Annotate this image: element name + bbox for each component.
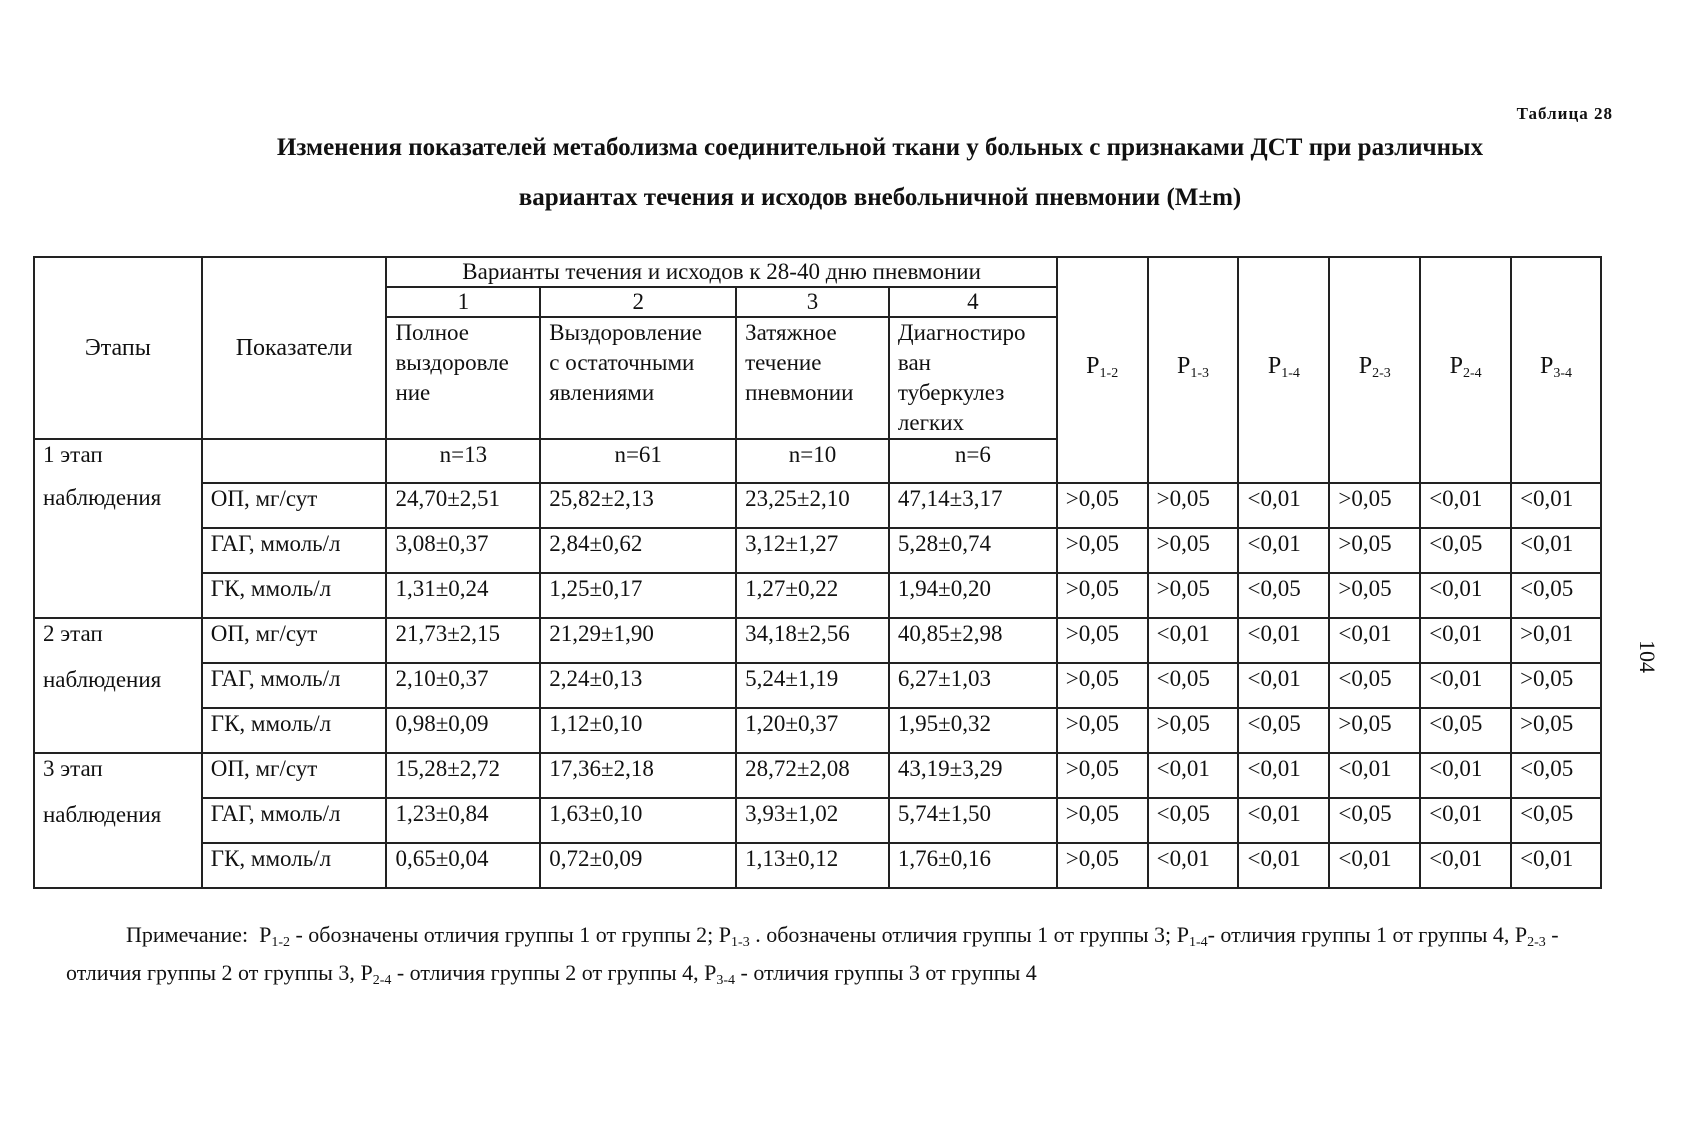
value-cell: 3,08±0,37 bbox=[386, 528, 540, 573]
value-cell: 1,31±0,24 bbox=[386, 573, 540, 618]
header-p-2-3: $P_{2-3}$ bbox=[1329, 257, 1420, 483]
group-number: 2 bbox=[540, 287, 736, 317]
p-cell: <0,01 bbox=[1420, 618, 1511, 663]
header-indicators: Показатели bbox=[202, 257, 387, 439]
data-table bbox=[33, 256, 1602, 889]
p-cell: <0,01 bbox=[1238, 663, 1329, 708]
p-cell: <0,01 bbox=[1148, 843, 1239, 888]
p-cell: <0,05 bbox=[1420, 528, 1511, 573]
indicator-cell: ГК, ммоль/л bbox=[202, 843, 387, 888]
p-cell: <0,01 bbox=[1420, 798, 1511, 843]
value-cell: 5,24±1,19 bbox=[736, 663, 889, 708]
p-cell: <0,01 bbox=[1420, 753, 1511, 798]
group-n: n=61 bbox=[540, 439, 736, 483]
p-cell: >0,05 bbox=[1057, 573, 1148, 618]
value-cell: 25,82±2,13 bbox=[540, 483, 736, 528]
table-title-line2: вариантах течения и исходов внебольничной пневмонии (M±m) bbox=[518, 184, 1242, 211]
value-cell: 2,24±0,13 bbox=[540, 663, 736, 708]
table-row bbox=[34, 483, 1601, 528]
value-cell: 1,23±0,84 bbox=[386, 798, 540, 843]
value-cell: 15,28±2,72 bbox=[386, 753, 540, 798]
value-cell: 21,73±2,15 bbox=[386, 618, 540, 663]
stage-label: 1 этап bbox=[34, 439, 202, 483]
p-cell: <0,05 bbox=[1511, 753, 1601, 798]
p-cell: <0,05 bbox=[1238, 573, 1329, 618]
p-cell: >0,05 bbox=[1329, 573, 1420, 618]
p-cell: <0,01 bbox=[1329, 843, 1420, 888]
empty-cell bbox=[202, 439, 387, 483]
indicator-cell: ГАГ, ммоль/л bbox=[202, 528, 387, 573]
value-cell: 28,72±2,08 bbox=[736, 753, 889, 798]
value-cell: 1,20±0,37 bbox=[736, 708, 889, 753]
stage-label: 3 этап наблюдения bbox=[34, 753, 202, 888]
p-cell: >0,05 bbox=[1148, 573, 1239, 618]
page-number: 104 bbox=[1635, 640, 1660, 673]
header-variants: Варианты течения и исходов к 28-40 дню пневмонии bbox=[386, 257, 1056, 287]
p-cell: <0,05 bbox=[1148, 798, 1239, 843]
p-cell: >0,05 bbox=[1057, 753, 1148, 798]
p-cell: <0,01 bbox=[1420, 663, 1511, 708]
header-p-1-4: $P_{1-4}$ bbox=[1238, 257, 1329, 483]
p-cell: <0,05 bbox=[1238, 708, 1329, 753]
group-n: n=10 bbox=[736, 439, 889, 483]
value-cell: 2,10±0,37 bbox=[386, 663, 540, 708]
value-cell: 3,93±1,02 bbox=[736, 798, 889, 843]
p-cell: <0,01 bbox=[1511, 483, 1601, 528]
p-cell: >0,05 bbox=[1148, 528, 1239, 573]
p-cell: >0,05 bbox=[1329, 483, 1420, 528]
table-row bbox=[34, 843, 1601, 888]
indicator-cell: ГАГ, ммоль/л bbox=[202, 663, 387, 708]
p-cell: <0,05 bbox=[1511, 573, 1601, 618]
p-cell: <0,01 bbox=[1238, 528, 1329, 573]
value-cell: 1,76±0,16 bbox=[889, 843, 1057, 888]
p-cell: <0,01 bbox=[1420, 573, 1511, 618]
value-cell: 0,72±0,09 bbox=[540, 843, 736, 888]
p-cell: <0,01 bbox=[1511, 528, 1601, 573]
indicator-cell: ОП, мг/сут bbox=[202, 483, 387, 528]
p-cell: >0,05 bbox=[1057, 618, 1148, 663]
p-cell: >0,05 bbox=[1329, 528, 1420, 573]
p-cell: <0,05 bbox=[1329, 663, 1420, 708]
value-cell: 5,28±0,74 bbox=[889, 528, 1057, 573]
p-cell: <0,01 bbox=[1511, 843, 1601, 888]
p-cell: <0,01 bbox=[1238, 483, 1329, 528]
table-row bbox=[34, 708, 1601, 753]
p-cell: >0,05 bbox=[1511, 663, 1601, 708]
value-cell: 0,98±0,09 bbox=[386, 708, 540, 753]
group-n: n=6 bbox=[889, 439, 1057, 483]
table-note: Примечание: $P_{1-2}$ - обозначены отличия группы 1 от группы 2; $P_{1-3}$ . обозначены отличия группы 1 от группы 3; $P_{1-4}-$ отличия группы 1 от группы 4, $P_{2-3}$ - отличия группы 2 от группы 3, $P_{2-4}$ - отличия группы 2 от группы 4, $P_{3-4}$ - отличия группы 3 от группы 4 bbox=[66, 922, 1559, 988]
p-cell: >0,05 bbox=[1148, 483, 1239, 528]
table-row bbox=[34, 798, 1601, 843]
p-cell: >0,05 bbox=[1057, 708, 1148, 753]
header-p-2-4: $P_{2-4}$ bbox=[1420, 257, 1511, 483]
p-cell: <0,01 bbox=[1148, 753, 1239, 798]
p-cell: <0,05 bbox=[1148, 663, 1239, 708]
p-cell: <0,01 bbox=[1238, 843, 1329, 888]
value-cell: 17,36±2,18 bbox=[540, 753, 736, 798]
value-cell: 1,63±0,10 bbox=[540, 798, 736, 843]
table-row bbox=[34, 618, 1601, 663]
p-cell: >0,05 bbox=[1057, 483, 1148, 528]
group-description: Затяжное течение пневмонии bbox=[736, 317, 889, 439]
value-cell: 3,12±1,27 bbox=[736, 528, 889, 573]
group-description: Диагностиро ван туберкулез легких bbox=[889, 317, 1057, 439]
group-number: 4 bbox=[889, 287, 1057, 317]
value-cell: 1,94±0,20 bbox=[889, 573, 1057, 618]
value-cell: 21,29±1,90 bbox=[540, 618, 736, 663]
value-cell: 34,18±2,56 bbox=[736, 618, 889, 663]
p-cell: <0,05 bbox=[1420, 708, 1511, 753]
indicator-cell: ГК, ммоль/л bbox=[202, 573, 387, 618]
value-cell: 24,70±2,51 bbox=[386, 483, 540, 528]
indicator-cell: ОП, мг/сут bbox=[202, 753, 387, 798]
group-number: 1 bbox=[386, 287, 540, 317]
group-number: 3 bbox=[736, 287, 889, 317]
p-cell: >0,05 bbox=[1329, 708, 1420, 753]
table-row bbox=[34, 573, 1601, 618]
table-title-line1: Изменения показателей метаболизма соединительной ткани у больных с признаками ДСТ при различных bbox=[276, 134, 1484, 161]
value-cell: 6,27±1,03 bbox=[889, 663, 1057, 708]
p-cell: <0,01 bbox=[1329, 618, 1420, 663]
value-cell: 43,19±3,29 bbox=[889, 753, 1057, 798]
header-p-1-3: $P_{1-3}$ bbox=[1148, 257, 1239, 483]
value-cell: 1,12±0,10 bbox=[540, 708, 736, 753]
p-cell: >0,05 bbox=[1148, 708, 1239, 753]
p-cell: <0,05 bbox=[1329, 798, 1420, 843]
header-p-1-2: $P_{1-2}$ bbox=[1057, 257, 1148, 483]
value-cell: 0,65±0,04 bbox=[386, 843, 540, 888]
value-cell: 1,25±0,17 bbox=[540, 573, 736, 618]
p-cell: <0,05 bbox=[1511, 798, 1601, 843]
value-cell: 23,25±2,10 bbox=[736, 483, 889, 528]
p-cell: >0,05 bbox=[1057, 798, 1148, 843]
p-cell: <0,01 bbox=[1238, 753, 1329, 798]
value-cell: 2,84±0,62 bbox=[540, 528, 736, 573]
group-description: Полное выздоровле ние bbox=[386, 317, 540, 439]
stage-label-cont: наблюдения bbox=[34, 483, 202, 618]
p-cell: >0,05 bbox=[1057, 663, 1148, 708]
p-cell: <0,01 bbox=[1238, 618, 1329, 663]
p-cell: >0,05 bbox=[1511, 708, 1601, 753]
p-cell: <0,01 bbox=[1148, 618, 1239, 663]
p-cell: >0,01 bbox=[1511, 618, 1601, 663]
table-row bbox=[34, 663, 1601, 708]
value-cell: 47,14±3,17 bbox=[889, 483, 1057, 528]
p-cell: >0,05 bbox=[1057, 843, 1148, 888]
value-cell: 1,95±0,32 bbox=[889, 708, 1057, 753]
indicator-cell: ОП, мг/сут bbox=[202, 618, 387, 663]
group-description: Выздоровление с остаточными явлениями bbox=[540, 317, 736, 439]
header-stages: Этапы bbox=[34, 257, 202, 439]
stage-label: 2 этап наблюдения bbox=[34, 618, 202, 753]
p-cell: <0,01 bbox=[1238, 798, 1329, 843]
header-p-3-4: $P_{3-4}$ bbox=[1511, 257, 1601, 483]
value-cell: 1,27±0,22 bbox=[736, 573, 889, 618]
indicator-cell: ГК, ммоль/л bbox=[202, 708, 387, 753]
value-cell: 1,13±0,12 bbox=[736, 843, 889, 888]
p-cell: <0,01 bbox=[1329, 753, 1420, 798]
indicator-cell: ГАГ, ммоль/л bbox=[202, 798, 387, 843]
value-cell: 40,85±2,98 bbox=[889, 618, 1057, 663]
group-n: n=13 bbox=[386, 439, 540, 483]
value-cell: 5,74±1,50 bbox=[889, 798, 1057, 843]
table-label: Таблица 28 bbox=[1516, 104, 1613, 123]
table-row bbox=[34, 528, 1601, 573]
p-cell: <0,01 bbox=[1420, 483, 1511, 528]
table-row bbox=[34, 753, 1601, 798]
p-cell: <0,01 bbox=[1420, 843, 1511, 888]
p-cell: >0,05 bbox=[1057, 528, 1148, 573]
